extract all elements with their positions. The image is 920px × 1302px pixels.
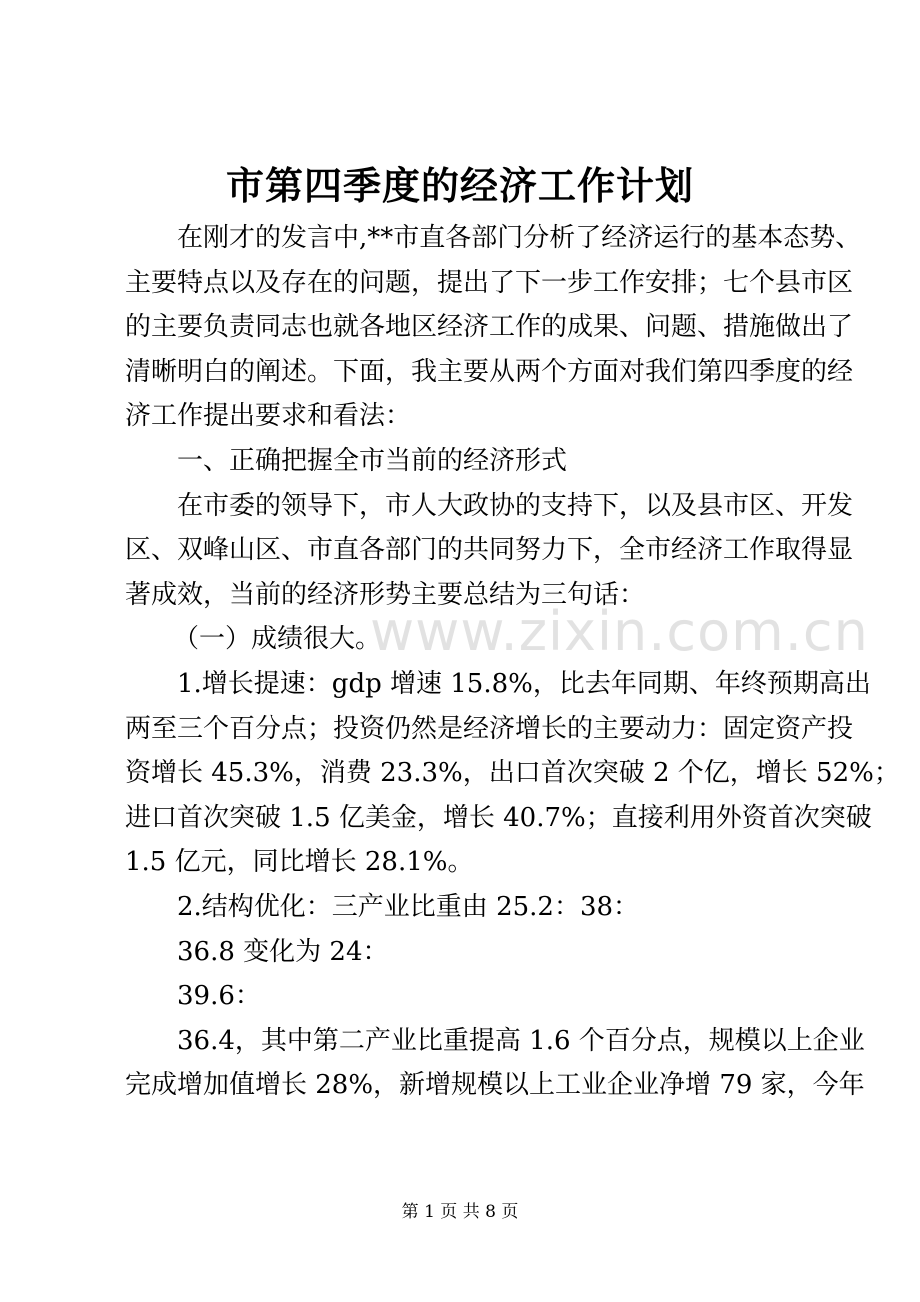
- text-line: （一）成绩很大。: [173, 624, 382, 655]
- page-footer: 第 1 页 共 8 页: [401, 1202, 519, 1222]
- text-line: 完成增加值增长 28%，新增规模以上工业企业净增 79 家，今年: [125, 1070, 865, 1101]
- text-line: 济工作提出要求和看法：: [125, 401, 412, 432]
- paragraph-growth: [125, 662, 900, 885]
- paragraph-ratio-2: [125, 974, 810, 1019]
- text-line: 1.5 亿元，同比增长 28.1%。: [125, 847, 474, 878]
- paragraph-industry: [125, 1019, 865, 1108]
- text-line: 资增长 45.3%，消费 23.3%，出口首次突破 2 个亿，增长 52%；: [125, 758, 900, 789]
- section-heading-1: [125, 439, 810, 484]
- watermark: www.zixin.com.cn: [370, 600, 869, 663]
- text-line: 著成效，当前的经济形势主要总结为三句话：: [125, 579, 646, 610]
- document-title: 市第四季度的经济工作计划: [225, 163, 694, 208]
- subsection-heading-1: [125, 617, 810, 662]
- text-line: 在市委的领导下，市人大政协的支持下，以及县市区、开发: [177, 490, 854, 521]
- text-line: 两至三个百分点；投资仍然是经济增长的主要动力：固定资产投: [125, 713, 854, 744]
- text-line: 清晰明白的阐述。下面，我主要从两个方面对我们第四季度的经: [125, 356, 854, 387]
- paragraph-situation: [125, 484, 854, 618]
- text-line: 在刚才的发言中,**市直各部门分析了经济运行的基本态势、: [177, 223, 862, 253]
- text-line: 进口首次突破 1.5 亿美金，增长 40.7%；直接利用外资首次突破: [125, 802, 872, 833]
- document-body: [125, 216, 900, 1108]
- text-line: 的主要负责同志也就各地区经济工作的成果、问题、措施做出了: [125, 312, 854, 343]
- paragraph-structure: [125, 885, 810, 930]
- text-line: 36.8 变化为 24：: [177, 936, 389, 967]
- paragraph-ratio-1: [125, 930, 810, 975]
- text-line: 39.6：: [177, 981, 261, 1012]
- text-line: 2.结构优化：三产业比重由 25.2：38：: [177, 891, 640, 922]
- text-line: 1.增长提速：gdp 增速 15.8%，比去年同期、年终预期高出: [177, 668, 871, 699]
- text-line: 区、双峰山区、市直各部门的共同努力下，全市经济工作取得显: [125, 535, 854, 566]
- text-line: 主要特点以及存在的问题，提出了下一步工作安排；七个县市区: [125, 267, 854, 298]
- text-line: 一、正确把握全市当前的经济形式: [177, 445, 568, 476]
- paragraph-intro: [125, 216, 862, 439]
- text-line: 36.4，其中第二产业比重提高 1.6 个百分点，规模以上企业: [177, 1025, 865, 1056]
